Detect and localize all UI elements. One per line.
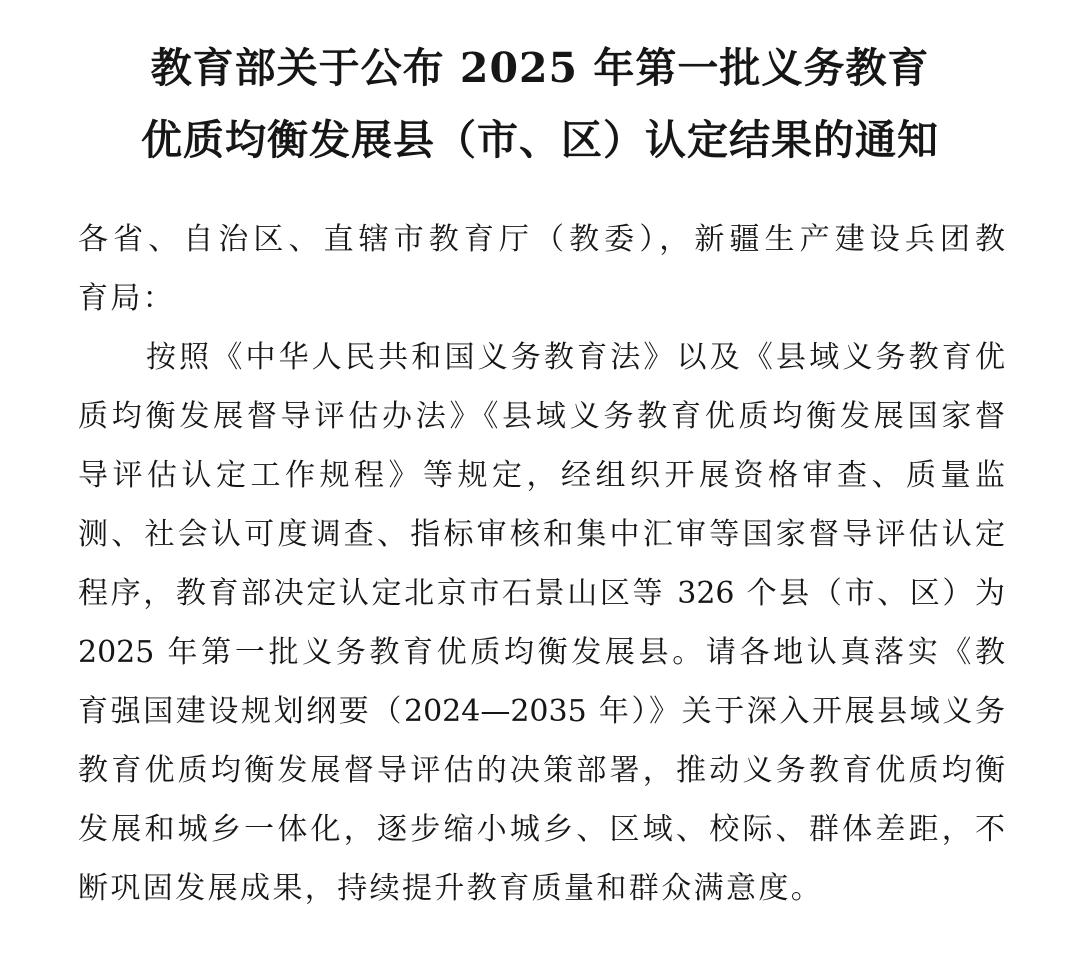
salutation-paragraph: [78, 210, 1005, 328]
body-line: 2025 年第一批义务教育优质均衡发展县。请各地认真落实《教: [78, 635, 1005, 670]
body-line: 断巩固发展成果，持续提升教育质量和群众满意度。: [78, 871, 824, 906]
body-line: 程序，教育部决定认定北京市石景山区等 326 个县（市、区）为: [78, 576, 1005, 611]
document-body: [78, 210, 1005, 918]
body-line: 按照《中华人民共和国义务教育法》以及《县域义务教育优: [146, 340, 1005, 375]
body-line: 导评估认定工作规程》等规定，经组织开展资格审查、质量监: [78, 458, 1005, 493]
salutation-line: 育局：: [78, 281, 176, 316]
title-line-2: 优质均衡发展县（市、区）认定结果的通知: [141, 116, 939, 164]
body-line: 测、社会认可度调查、指标审核和集中汇审等国家督导评估认定: [78, 517, 1005, 552]
body-line: 发展和城乡一体化，逐步缩小城乡、区域、校际、群体差距，不: [78, 812, 1005, 847]
document-title: [0, 32, 1080, 176]
body-line: 质均衡发展督导评估办法》《县域义务教育优质均衡发展国家督: [78, 399, 1005, 434]
salutation-line: 各省、自治区、直辖市教育厅（教委），新疆生产建设兵团教: [78, 222, 1005, 257]
main-paragraph: [78, 328, 1005, 918]
body-line: 育强国建设规划纲要（2024—2035 年）》关于深入开展县域义务: [78, 694, 1005, 729]
title-line-1: 教育部关于公布 2025 年第一批义务教育: [150, 44, 930, 92]
body-line: 教育优质均衡发展督导评估的决策部署，推动义务教育优质均衡: [78, 753, 1005, 788]
